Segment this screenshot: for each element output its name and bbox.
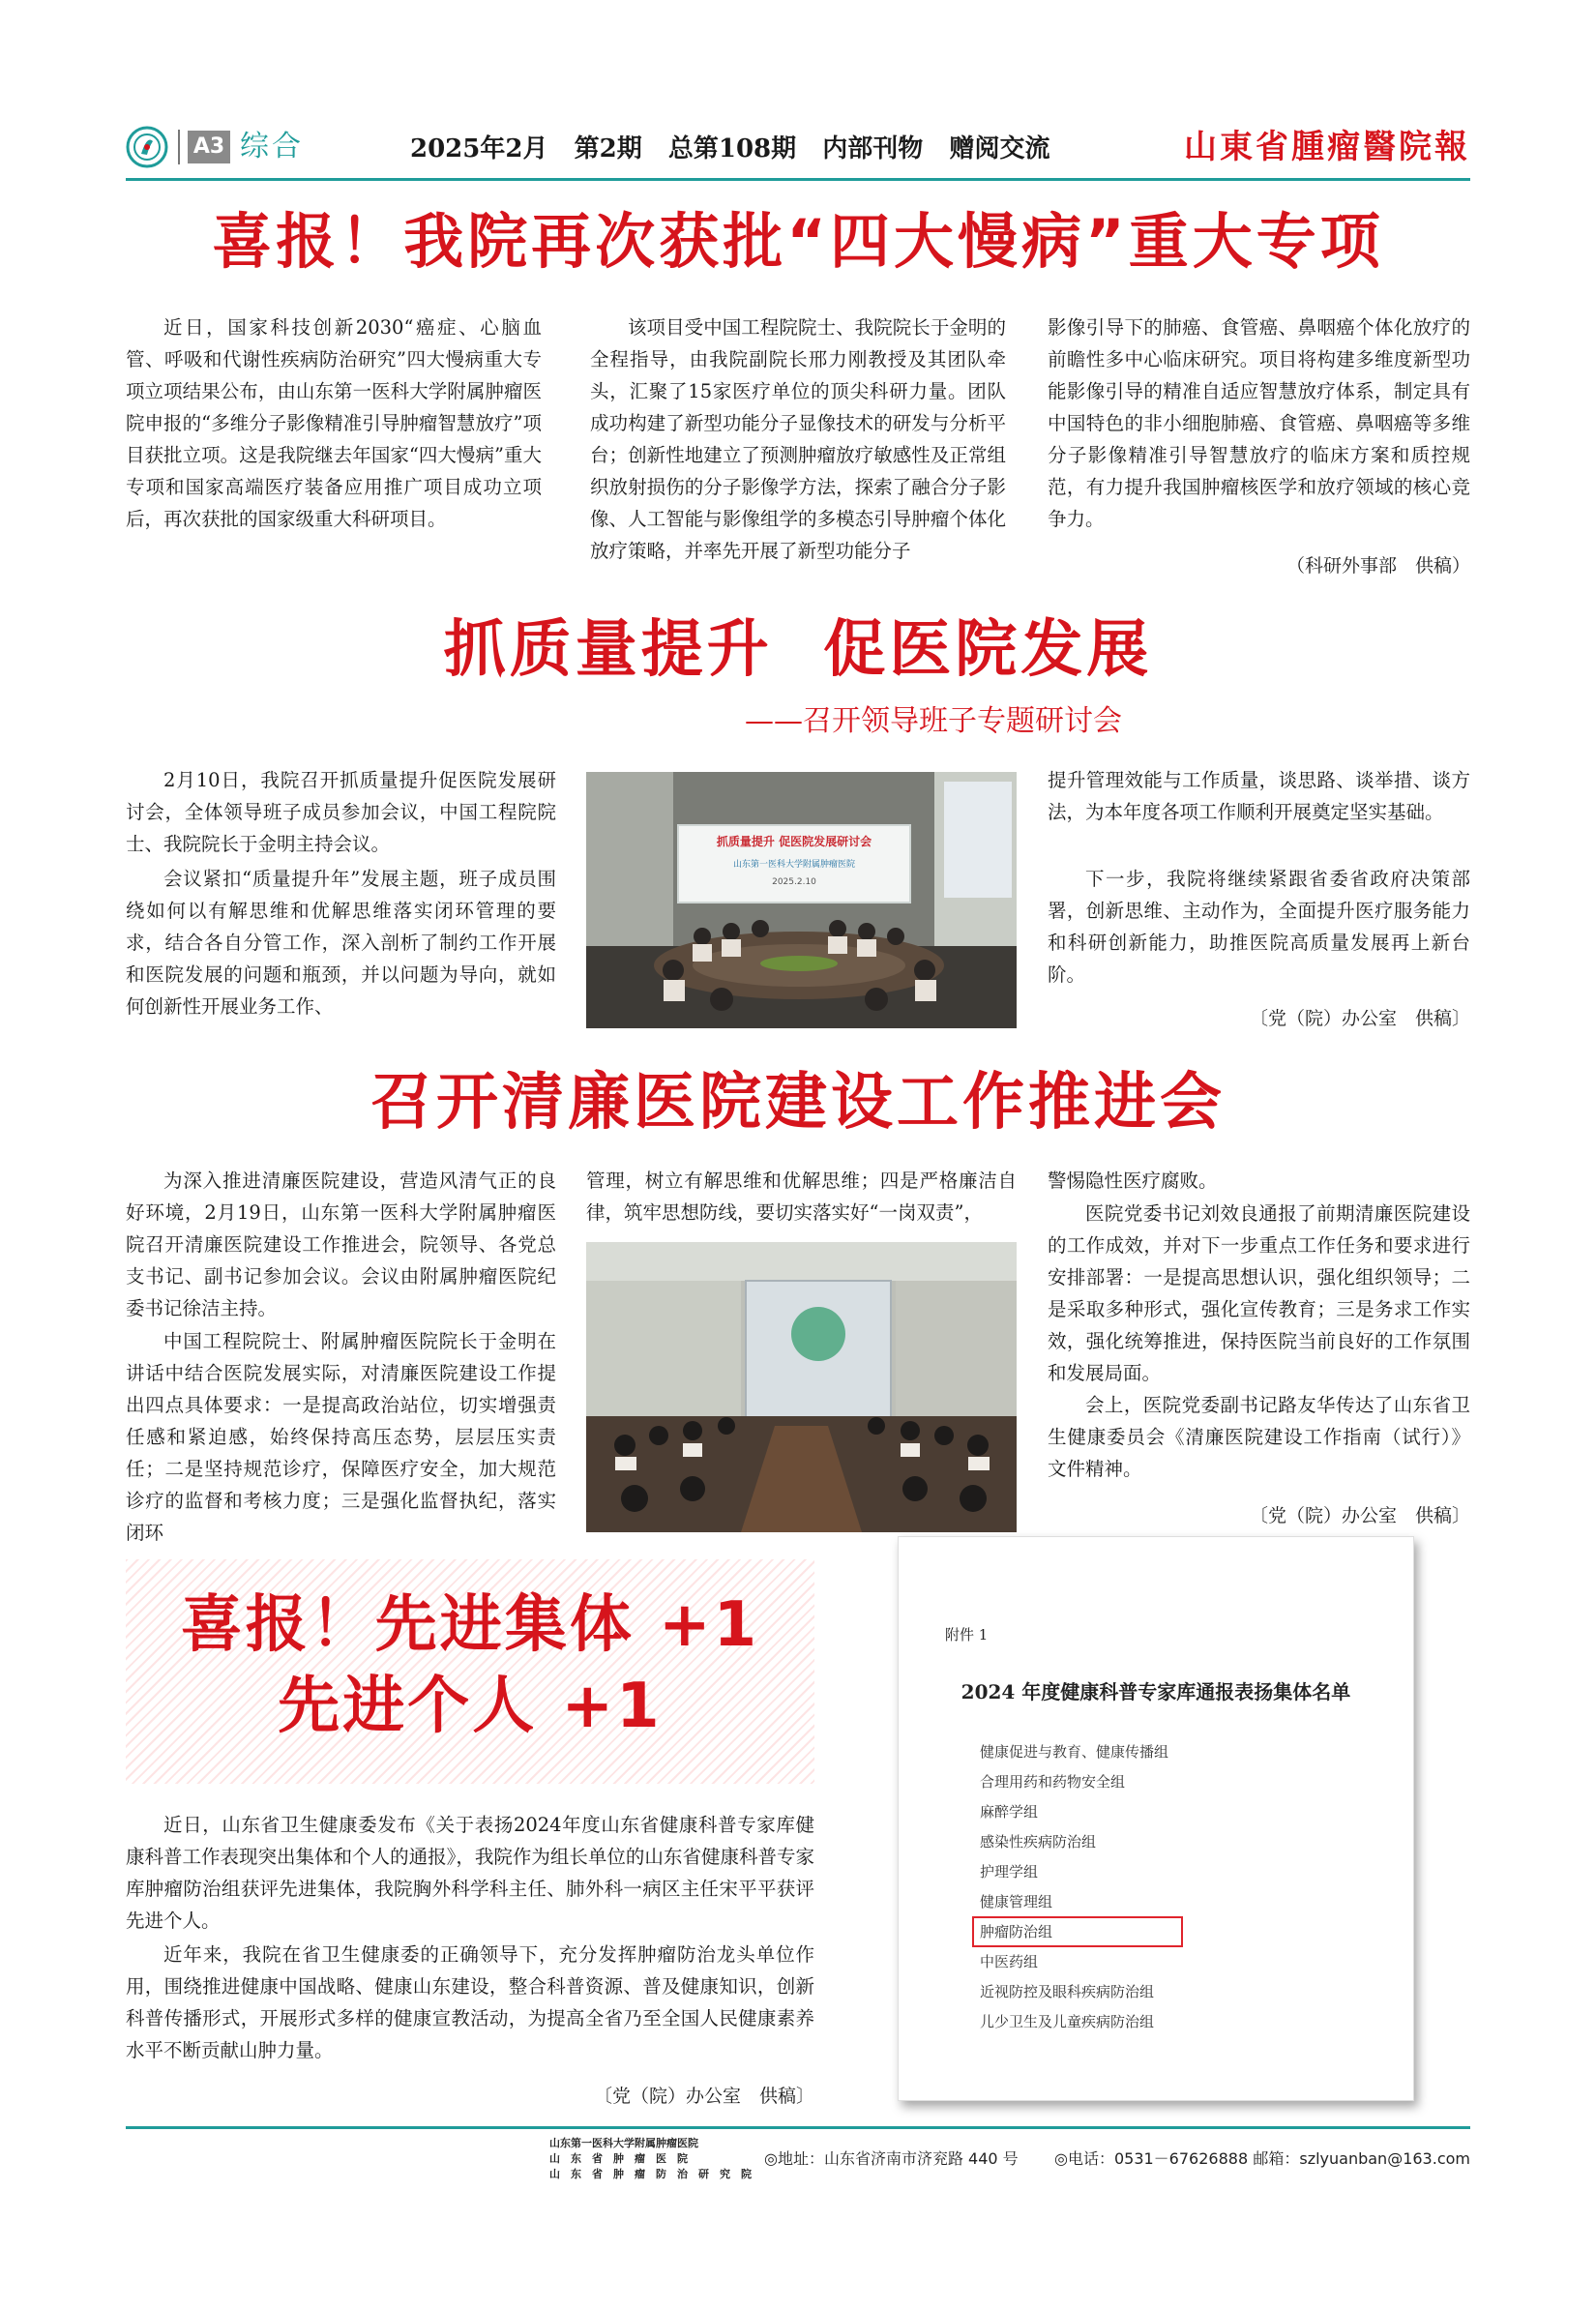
masthead [126, 124, 1470, 170]
article3-credit: 〔党（院）办公室 供稿〕 [1249, 1505, 1470, 1526]
issue-info: 2025年2月 第2期 总第108期 内部刊物 赠阅交流 [410, 134, 1050, 163]
article2-body [126, 764, 1470, 1045]
article4-title-box [126, 1559, 814, 1784]
article2-title: 抓质量提升 促医院发展 [443, 614, 1153, 686]
article2-col3-p1: 提升管理效能与工作质量，谈思路、谈举措、谈方法，为本年度各项工作顺利开展奠定坚实基础。 [1048, 769, 1470, 823]
article1-col2: 该项目受中国工程院院士、我院院长于金明的全程指导，由我院副院长邢力刚教授及其团队牵头，汇聚了15家医疗单位的顶尖科研力量。团队成功构建了新型功能分子显像技术的研发与分析平台；创新性地建立了预测肿瘤放疗敏感性及正常组织放射损伤的分子影像学方法，探索了融合分子影像、人工智能与影像组学的多模态引导肿瘤个体化放疗策略，并率先开展了新型功能分子 [590, 316, 1006, 562]
masthead-divider [178, 130, 180, 164]
photo-banner-text: 抓质量提升 促医院发展研讨会 [716, 835, 872, 848]
attachment-label: 附件 1 [945, 1626, 989, 1644]
footer-email: 邮箱：szlyuanban@163.com [1253, 2149, 1470, 2168]
photo-date: 2025.2.10 [772, 877, 816, 887]
attachment-item-highlighted: 肿瘤防治组 [980, 1923, 1053, 1940]
article2-col1-p1: 2月10日，我院召开抓质量提升促医院发展研讨会，全体领导班子成员参加会议，中国工程院院士、我院院长于金明主持会议。 [126, 769, 556, 855]
footer-org-line3: 山 东 省 肿 瘤 防 治 研 究 院 [549, 2168, 752, 2180]
attachment-document [898, 1536, 1414, 2101]
article2-subtitle: ——召开领导班子专题研讨会 [745, 704, 1122, 738]
footer-phone: ◎电话：0531－67626888 [1054, 2149, 1249, 2168]
article1-col1: 近日，国家科技创新2030“癌症、心脑血管、呼吸和代谢性疾病防治研究”四大慢病重大专项立项结果公布，由山东第一医科大学附属肿瘤医院申报的“多维分子影像精准引导肿瘤智慧放疗”项目获批立项。这是我院继去年国家“四大慢病”重大专项和国家高端医疗装备应用推广项目成功立项后，再次获批的国家级重大科研项目。 [126, 316, 542, 530]
footer-rule [126, 2126, 1470, 2129]
attachment-item: 感染性疾病防治组 [980, 1833, 1097, 1851]
photo-banner-subtext: 山东第一医科大学附属肿瘤医院 [732, 860, 855, 870]
footer [126, 2134, 1470, 2188]
attachment-item: 中医药组 [980, 1953, 1039, 1970]
article4-title-line2: 先进个人 +1 [278, 1671, 663, 1742]
article3-col3-p1: 警惕隐性医疗腐败。 [1048, 1170, 1218, 1192]
attachment-item: 健康管理组 [980, 1893, 1053, 1910]
article3-col3-p3: 会上，医院党委副书记路友华传达了山东省卫生健康委员会《清廉医院建设工作指南（试行）》文件精神。 [1048, 1394, 1470, 1480]
attachment-item: 护理学组 [980, 1863, 1039, 1881]
highlight-box [972, 1916, 1183, 1947]
attachment-item: 健康促进与教育、健康传播组 [980, 1743, 1169, 1761]
attachment-item: 麻醉学组 [980, 1803, 1039, 1821]
article2-credit: 〔党（院）办公室 供稿〕 [1249, 1008, 1470, 1029]
article2-col1-p2: 会议紧扣“质量提升年”发展主题，班子成员围绕如何以有解思维和优解思维落实闭环管理的要求，结合各自分管工作，深入剖析了制约工作开展和医院发展的问题和瓶颈，并以问题为导向，就如何创新性开展业务工作、 [126, 868, 556, 1018]
article3-col3-p2: 医院党委书记刘效良通报了前期清廉医院建设的工作成效，并对下一步重点工作任务和要求进行安排部署：一是提高思想认识，强化组织领导；二是采取多种形式，强化宣传教育；三是务求工作实效，强化统筹推进，保持医院当前良好的工作氛围和发展局面。 [1048, 1202, 1470, 1384]
article1-credit: （科研外事部 供稿） [1286, 555, 1470, 577]
article4-title-line1: 喜报！先进集体 +1 [180, 1589, 760, 1661]
footer-org-line2: 山 东 省 肿 瘤 医 院 [549, 2152, 688, 2165]
masthead-rule [126, 178, 1470, 181]
attachment-item: 近视防控及眼科疾病防治组 [980, 1983, 1155, 2000]
article2-meeting-photo [586, 772, 1017, 1028]
article3-meeting-photo [586, 1242, 1017, 1532]
attachment-item: 合理用药和药物安全组 [980, 1773, 1126, 1791]
footer-org-line1: 山东第一医科大学附属肿瘤医院 [549, 2137, 698, 2149]
footer-address: ◎地址：山东省济南市济兖路 440 号 [764, 2149, 1019, 2168]
attachment-item: 儿少卫生及儿童疾病防治组 [980, 2013, 1155, 2030]
paper-name: 山東省腫瘤醫院報 [1184, 128, 1470, 166]
article3-col1-p2: 中国工程院院士、附属肿瘤医院院长于金明在讲话中结合医院发展实际，对清廉医院建设工作提出四点具体要求：一是提高政治站位，切实增强责任感和紧迫感，始终保持高压态势，层层压实责任；二是坚持规范诊疗，保障医疗安全，加大规范诊疗的监督和考核力度；三是强化监督执纪，落实闭环 [126, 1330, 556, 1544]
article4-p2: 近年来，我院在省卫生健康委的正确领导下，充分发挥肿瘤防治龙头单位作用，围绕推进健康中国战略、健康山东建设，整合科普资源、普及健康知识，创新科普传播形式，开展形式多样的健康宣教活动，为提高全省乃至全国人民健康素养水平不断贡献山肿力量。 [126, 1943, 814, 2061]
article1-col3: 影像引导下的肺癌、食管癌、鼻咽癌个体化放疗的前瞻性多中心临床研究。项目将构建多维度新型功能影像引导的精准自适应智慧放疗体系，制定具有中国特色的非小细胞肺癌、食管癌、鼻咽癌等多维分子影像精准引导智慧放疗的临床方案和质控规范，有力提升我国肿瘤核医学和放疗领域的核心竞争力。 [1048, 316, 1470, 530]
hospital-logo-icon [126, 126, 168, 168]
article3-col2-top: 管理，树立有解思维和优解思维；四是严格廉洁自律，筑牢思想防线，要切实落实好“一岗双责”， [586, 1170, 1017, 1224]
article4-credit: 〔党（院）办公室 供稿〕 [593, 2086, 814, 2107]
article3-body [126, 1165, 1470, 1542]
section-label: 综合 [240, 130, 304, 163]
article1-body [126, 311, 1470, 592]
article2-col3-p2: 下一步，我院将继续紧跟省委省政府决策部署，创新思维、主动作为，全面提升医疗服务能力和科研创新能力，助推医院高质量发展再上新台阶。 [1048, 868, 1470, 986]
article3-col1-p1: 为深入推进清廉医院建设，营造风清气正的良好环境，2月19日，山东第一医科大学附属肿瘤医院召开清廉医院建设工作推进会，院领导、各党总支书记、副书记参加会议。会议由附属肿瘤医院纪委书记徐洁主持。 [126, 1170, 556, 1319]
article4-p1: 近日，山东省卫生健康委发布《关于表扬2024年度山东省健康科普专家库健康科普工作表现突出集体和个人的通报》，我院作为组长单位的山东省健康科普专家库肿瘤防治组获评先进集体，我院胸外科学科主任、肺外科一病区主任宋平平获评先进个人。 [126, 1814, 814, 1932]
article1-title: 喜报！我院再次获批“四大慢病”重大专项 [212, 206, 1384, 277]
page-code-badge: A3 [188, 131, 230, 163]
article4-body [126, 1809, 814, 2118]
article3-title: 召开清廉医院建设工作推进会 [370, 1067, 1226, 1139]
attachment-title: 2024 年度健康科普专家库通报表扬集体名单 [961, 1680, 1351, 1703]
